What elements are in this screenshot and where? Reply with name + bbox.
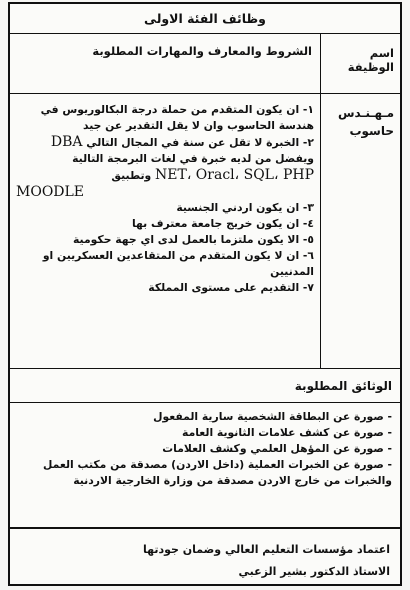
document-item: - صورة عن البطاقة الشخصية سارية المفعول — [153, 410, 392, 423]
job-row — [10, 94, 400, 369]
requirement-item: ٣- ان يكون اردني الجنسية — [176, 201, 314, 214]
document-item: - صورة عن كشف علامات الثانوية العامة — [182, 426, 392, 439]
header-row — [10, 34, 400, 94]
table-title: وظائف الفئة الاولى — [10, 4, 400, 34]
requirement-item: ٥- الا يكون ملتزما بالعمل لدى اي جهة حكومية — [73, 233, 314, 246]
document-item: - صورة عن المؤهل العلمي وكشف العلامات — [162, 442, 392, 455]
requirement-item: ٦- ان لا يكون المتقدم من المتقاعدين العسكريين او المدنيين — [42, 249, 314, 278]
requirements-list — [10, 94, 320, 296]
requirement-item — [16, 167, 314, 184]
requirement-item — [16, 134, 314, 151]
requirement-item: ١- ان يكون المتقدم من حملة درجة البكالوريوس في هندسة الحاسوب وان لا يقل التقدير عن جيد — [40, 103, 314, 132]
requirement-item: ٧- التقديم على مستوى المملكة — [148, 281, 314, 294]
job-title-header: اسم الوظيفة — [320, 34, 400, 93]
vacancy-table — [8, 2, 402, 586]
documents-list — [10, 403, 400, 489]
requirement-item: ويفضل من لديه خبرة في لغات البرمجة التالية — [72, 152, 314, 165]
signature-name: الاستاذ الدكتور بشير الزعبي — [238, 565, 390, 578]
requirements-cell — [10, 94, 320, 368]
document-item: - صورة عن الخبرات العملية (داخل الاردن) مصدقة من مكتب العمل والخبرات من خارج الاردن مصدقة من وزارة الخارجية الاردنية — [43, 458, 392, 487]
requirement-item: MOODLE — [16, 184, 85, 200]
requirement-latin: DBA — [50, 134, 83, 150]
job-name: مـهـنـدس حاسوب — [320, 94, 400, 368]
requirement-item: ٤- ان يكون خريج جامعة معترف بها — [131, 217, 314, 230]
signature-organization: اعتماد مؤسسات التعليم العالي وضمان جودتها — [142, 543, 390, 556]
signature-block — [10, 531, 400, 583]
requirement-latin: NET، Oracl، SQL، PHP — [155, 167, 314, 183]
requirement-text: وتطبيق — [111, 169, 152, 182]
documents-title: الوثائق المطلوبة — [10, 369, 400, 403]
requirements-header: الشروط والمعارف والمهارات المطلوبة — [92, 44, 312, 58]
requirement-text: ٢- الخبرة لا تقل عن سنة في المجال التالي — [86, 136, 314, 149]
documents-cell — [10, 403, 400, 529]
